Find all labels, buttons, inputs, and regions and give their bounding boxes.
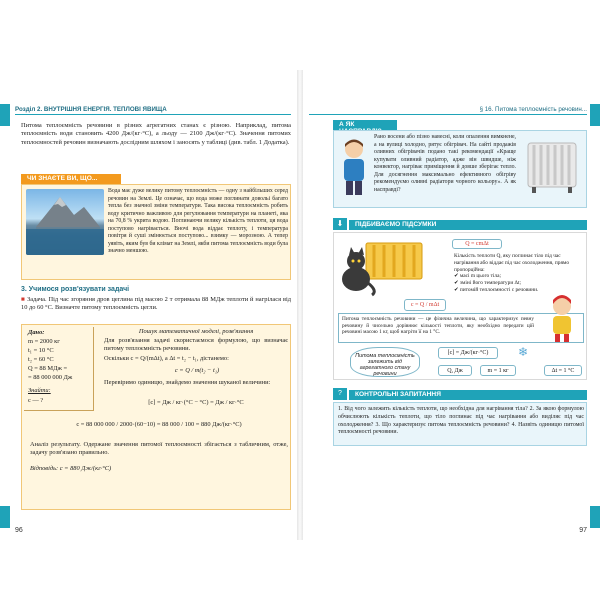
cat-with-radiator-icon [338, 237, 428, 297]
right-bottom-edge-tab [590, 506, 600, 528]
summary-box [333, 232, 587, 380]
solution-formula: c = Q / m(t₂ − t₁) [174, 367, 220, 374]
radiator-image [522, 139, 582, 197]
did-you-know-banner: ЧИ ЗНАЄТЕ ВИ, ЩО... [21, 174, 121, 184]
bullet-text: зміні його температури Δt; [459, 280, 522, 286]
left-bottom-edge-tab [0, 506, 10, 528]
left-running-header: Розділ 2. ВНУТРІШНЯ ЕНЕРГІЯ. ТЕПЛОВІ ЯВИЩА [15, 106, 167, 113]
water-image [26, 189, 104, 255]
delta-t-box: Δt = 1 °С [544, 365, 582, 376]
question-item: 2. За якою формулою обчислюють кількість теплоти, що тіло поглинає під час нагрівання або виділяє під час охолодження? [338, 406, 584, 428]
intro-paragraph: Питома теплоємність речовини в різних агрегатних станах є різною. Наприклад, питома теплоємність води становить 4200 Дж/(кг·°С), а льоду — 2100 Дж/(кг·°С). Значення питомих теплоємностей речовин визначають дослідним шляхом і заносять у таблиці (див. табл. 1 Додатка). [21, 122, 291, 146]
given-column [24, 327, 94, 411]
given-line: = 88 000 000 Дж [28, 374, 73, 381]
q-description-text: Кількість теплоти Q, яку поглинає тіло під час нагрівання або віддає під час охолодження, прямо пропорційна: [454, 253, 570, 273]
given-line: t₂ = 60 °С [28, 356, 54, 363]
girl-icon [545, 292, 579, 342]
summary-icon: ⬇ [333, 218, 347, 230]
did-you-know-box [21, 184, 291, 280]
questions-banner: КОНТРОЛЬНІ ЗАПИТАННЯ [349, 390, 587, 400]
formula-q: Q = cmΔt [452, 239, 502, 249]
section-title: 3. Учимося розв'язувати задачі [21, 286, 130, 293]
right-running-header: § 16. Питома теплоємність речовин... [479, 106, 587, 113]
right-page-number: 97 [579, 527, 587, 534]
really-box [333, 130, 587, 208]
question-item: 4. Назвіть одиницю питомої теплоємності речовини. [338, 421, 585, 436]
bullet-text: масі m цього тіла; [459, 273, 502, 280]
solution-title: Пошук математичної моделі, розв'язання [138, 328, 254, 335]
solution-analysis: Аналіз результату. Одержане значення питомої теплоємності збігається з табличним, отже, задачу розв'язано правильно. [30, 441, 288, 457]
left-header-rule [15, 114, 291, 115]
q-joules-box: Q, Дж [438, 365, 472, 376]
task-body: Задача. Під час згоряння дров цеглина під масою 2 т отримала 88 МДж теплоти й нагрілася від 10 до 60 °С. Визначте питому теплоємність цегли. [21, 296, 291, 312]
mass-box: m = 1 кг [480, 365, 516, 376]
boy-icon [338, 137, 370, 197]
girl-image [545, 292, 579, 342]
bullet: ✔ питомій теплоємності c речовини. [454, 286, 539, 293]
left-page [5, 70, 297, 540]
right-page [303, 70, 595, 540]
solution-line-2: Оскільки c = Q/(mΔt), а Δt = t₂ − t₁, дістанемо: [104, 355, 229, 362]
find-label: Знайти: [28, 387, 51, 394]
questions-text [338, 406, 584, 437]
textbook-spread [5, 70, 595, 540]
solution-calc: c = 88 000 000 / 2000·(60−10) = 88 000 / 100 = 880 Дж/(кг·°С) [76, 421, 242, 428]
unit-box: [c] = Дж/(кг·°С) [438, 347, 498, 359]
solution-units: [c] = Дж / кг·(°С − °С) = Дж / кг·°С [148, 399, 244, 406]
task-marker: ■ [21, 296, 28, 303]
summary-banner: ПІДБИВАЄМО ПІДСУМКИ [349, 220, 587, 230]
given-label: Дано: [28, 329, 45, 336]
solution-box [21, 324, 291, 510]
given-line: m = 2000 кг [28, 338, 60, 345]
definition-box [338, 313, 584, 343]
task-text [21, 296, 291, 313]
cat-illustration [338, 237, 428, 297]
bullet: ✔ зміні його температури Δt; [454, 280, 522, 286]
definition-text: Питома теплоємність речовини — це фізична величина, що характеризує певну речовину й чисельно дорівнює кількості теплоти, яку необхідно передати цій речовині масою 1 кг, щоб нагріти її на 1 °С. [342, 316, 534, 336]
right-header-rule [309, 114, 587, 115]
solution-answer: Відповідь: c = 880 Дж/(кг·°С) [30, 465, 112, 472]
did-you-know-text: Вода має дуже велику питому теплоємність — одну з найбільших серед речовин на Землі. Це означає, що вода може поглинати довольі багато тепла без значної зміни температури. Така висока теплоємність робить воду критично важливою для регулювання температури на планеті, яка на 70,8 % укрита водою. Поглинаючи велику кількість теплоти, ця вода поступово нагрівається. Вночі вода віддає теплоту, і температура повітря й суші змінюється поступово... взимку — морозною. А тепер уявіть, яким був би клімат на Землі, якби питома теплоємність води була значно меншою. [108, 188, 288, 255]
state-dependence-cloud: Питома теплоємність залежить від агрегатного стану речовини [350, 347, 420, 377]
find-var: c — ? [28, 397, 44, 404]
really-text: Рано восени або пізно навесні, коли опалення вимкнене, а на вулиці холодно, рятує обігрівач. На сайті продажів оливних обігрівачів подано такі рекомендації «Краще купувати оливний радіатор, адже він швидше, ніж конвектор, нагріває приміщення й довше зберігає тепло. Для досягнення максимально ефективного обігріву рекомендуємо оливні радіатори чорного кольору». А як насправді? [374, 134, 516, 193]
questions-box [333, 402, 587, 446]
left-page-number: 96 [15, 527, 23, 534]
q-description [454, 253, 582, 294]
bullet: ✔ масі m цього тіла; [454, 273, 502, 280]
oil-radiator-icon [522, 139, 582, 197]
question-item: 1. Від чого залежить кількість теплоти, що необхідна для нагрівання тіла? [338, 406, 528, 412]
mountain-icon [26, 189, 104, 255]
given-line: Q = 88 МДж = [28, 365, 68, 372]
bullet-text: питомій теплоємності c речовини. [459, 286, 539, 293]
solution-line-1: Для розв'язання задачі скористаємося формулою, що визначає питому теплоємність речовини. [104, 337, 288, 353]
given-line: t₁ = 10 °С [28, 347, 54, 354]
formula-c: c = Q / mΔt [404, 299, 446, 311]
snowflake-icon: ❄ [518, 345, 529, 359]
thinking-boy-image [338, 137, 370, 197]
right-edge-tab [590, 104, 600, 126]
question-item: 3. Що характеризує питома теплоємність речовини? [375, 421, 510, 428]
left-edge-tab [0, 104, 10, 126]
questions-icon: ? [333, 388, 347, 400]
solution-line-3: Перевіримо одиницю, знайдемо значення шуканої величини: [104, 379, 271, 386]
really-banner: А ЯК [333, 120, 397, 130]
